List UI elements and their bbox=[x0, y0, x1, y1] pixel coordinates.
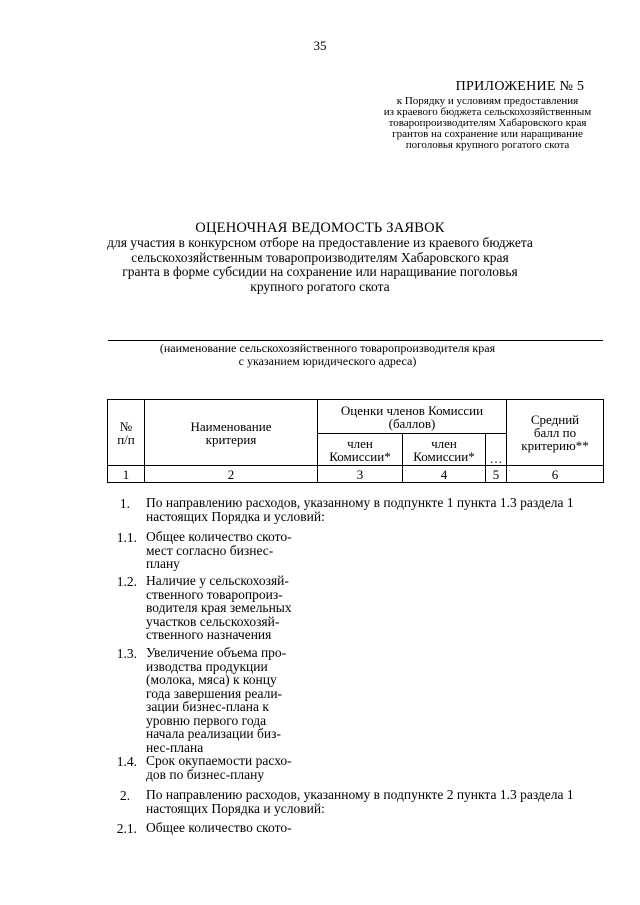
row-text-line: ственного товаропроиз- bbox=[146, 586, 283, 602]
appendix-note-line: грантов на сохранение или наращивание bbox=[392, 128, 583, 140]
row-text bbox=[146, 821, 314, 835]
header-member-1: член Комиссии* bbox=[318, 434, 403, 466]
row-text-line: года завершения реали- bbox=[146, 685, 283, 701]
row-text-line: Общее количество ското- bbox=[146, 529, 292, 544]
appendix-note bbox=[355, 96, 620, 151]
appendix-note-line: товаропроизводителям Хабаровского края bbox=[388, 117, 587, 129]
row-text-line: По направлению расходов, указанному в подпункте 2 пункта 1.3 раздела 1 bbox=[146, 787, 574, 802]
index-cell: 5 bbox=[486, 466, 507, 483]
row-text bbox=[146, 754, 314, 781]
subtitle-line: гранта в форме субсидии на сохранение или наращивание поголовья bbox=[122, 264, 518, 279]
row-text-line: По направлению расходов, указанному в подпункте 1 пункта 1.3 раздела 1 bbox=[146, 495, 574, 510]
row-text-line: настоящих Порядка и условий: bbox=[146, 508, 325, 524]
appendix-note-line: из краевого бюджета сельскохозяйственным bbox=[383, 106, 592, 118]
header-member-2: член Комиссии* bbox=[403, 434, 486, 466]
row-text-line: изводства продукции bbox=[146, 658, 268, 674]
row-text bbox=[146, 530, 314, 571]
row-text-line: водителя края земельных bbox=[146, 600, 292, 615]
row-text-line: плану bbox=[146, 556, 180, 571]
document-title: ОЦЕНОЧНАЯ ВЕДОМОСТЬ ЗАЯВОК bbox=[195, 220, 445, 236]
row-number: 1.3. bbox=[116, 646, 137, 661]
header-number: № п/п bbox=[108, 400, 145, 466]
scores-table bbox=[107, 399, 604, 483]
row-text bbox=[146, 574, 314, 642]
caption-line: (наименование сельскохозяйственного товаропроизводителя края bbox=[159, 341, 496, 355]
row-text-line: зации бизнес-плана к bbox=[146, 699, 269, 714]
header-commission-scores: Оценки членов Комиссии (баллов) bbox=[318, 400, 507, 434]
document-subtitle bbox=[100, 236, 540, 294]
row-text-line: начала реализации биз- bbox=[146, 726, 281, 741]
row-number: 1. bbox=[119, 496, 130, 511]
producer-name-caption bbox=[100, 342, 555, 367]
header-more-members: … bbox=[486, 434, 507, 466]
row-text bbox=[146, 788, 611, 815]
row-number: 1.4. bbox=[116, 754, 137, 769]
row-text-line: настоящих Порядка и условий: bbox=[146, 800, 325, 816]
row-text-line: уровню первого года bbox=[146, 712, 267, 728]
row-text-line: дов по бизнес-плану bbox=[146, 766, 265, 782]
row-text-line: ственного назначения bbox=[146, 627, 272, 642]
appendix-title: ПРИЛОЖЕНИЕ № 5 bbox=[455, 79, 585, 94]
subtitle-line: сельскохозяйственным товаропроизводителям Хабаровского края bbox=[131, 249, 509, 265]
row-number: 1.2. bbox=[116, 574, 137, 589]
index-cell: 4 bbox=[403, 466, 486, 483]
appendix-note-line: поголовья крупного рогатого скота bbox=[405, 139, 570, 151]
row-text bbox=[146, 496, 611, 523]
subtitle-line: для участия в конкурсном отборе на предоставление из краевого бюджета bbox=[107, 235, 533, 250]
row-text-line: Наличие у сельскохозяй- bbox=[146, 573, 289, 588]
row-text-line: Срок окупаемости расхо- bbox=[146, 753, 292, 768]
caption-line: с указанием юридического адреса) bbox=[238, 353, 417, 368]
row-text-line: Общее количество ското- bbox=[146, 820, 292, 835]
row-number: 2.1. bbox=[116, 821, 137, 836]
header-average-score: Средний балл по критерию** bbox=[507, 400, 604, 466]
header-criterion: Наименование критерия bbox=[145, 400, 318, 466]
row-number: 2. bbox=[119, 788, 130, 803]
appendix-note-line: к Порядку и условиям предоставления bbox=[396, 95, 579, 107]
row-text-line: мест согласно бизнес- bbox=[146, 542, 274, 558]
row-text-line: Увеличение объема про- bbox=[146, 645, 287, 660]
index-cell: 2 bbox=[145, 466, 318, 483]
index-cell: 6 bbox=[507, 466, 604, 483]
index-cell: 1 bbox=[108, 466, 145, 483]
row-number: 1.1. bbox=[116, 530, 137, 545]
row-text-line: (молока, мяса) к концу bbox=[146, 672, 277, 687]
page-number: 35 bbox=[313, 38, 327, 53]
index-cell: 3 bbox=[318, 466, 403, 483]
row-text bbox=[146, 646, 314, 754]
row-text-line: нес-плана bbox=[146, 739, 204, 755]
subtitle-line: крупного рогатого скота bbox=[250, 278, 390, 294]
row-text-line: участков сельскохозяй- bbox=[146, 613, 280, 629]
